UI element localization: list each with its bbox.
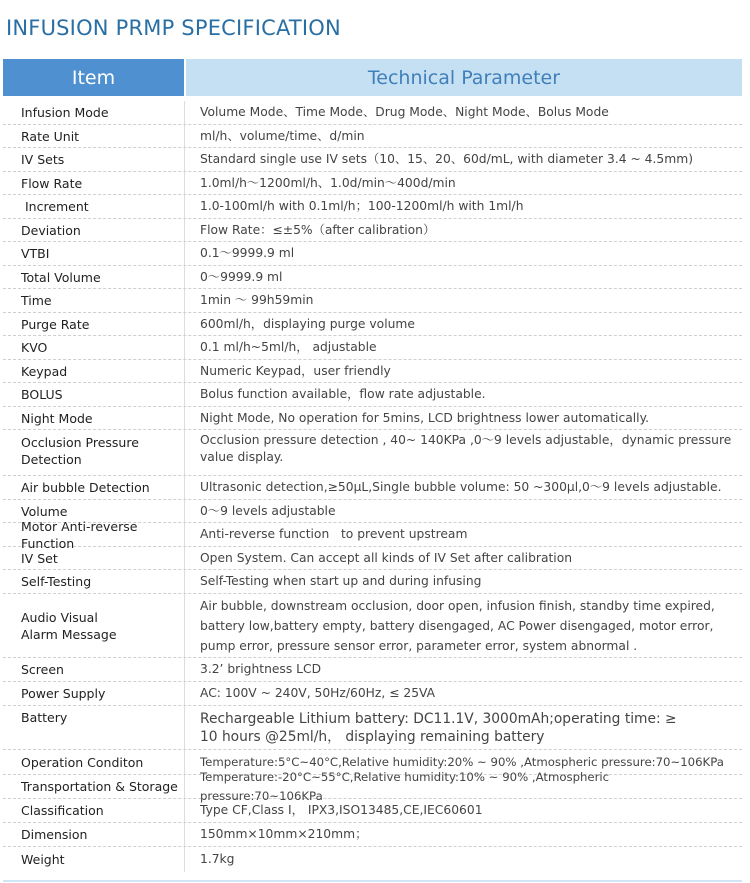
row-value: Self-Testing when start up and during infusing xyxy=(200,574,482,588)
row-item: Motor Anti-reverse Function xyxy=(21,518,138,551)
row-item: Occlusion Pressure Detection xyxy=(21,435,139,467)
row-item: Volume xyxy=(21,503,68,519)
row-item: Battery xyxy=(21,710,68,725)
row-value: Temperature:-20°C~55°C,Relative humidity:10% ~ 90% ,Atmospheric pressure:70~106KPa xyxy=(200,769,610,803)
row-item: Audio Visual Alarm Message xyxy=(21,609,117,642)
table-row xyxy=(3,383,742,407)
table-row xyxy=(3,476,742,500)
row-item: Increment xyxy=(21,199,89,214)
row-item: Time xyxy=(21,293,52,308)
table-row xyxy=(3,101,742,125)
table-row xyxy=(3,172,742,195)
row-value: 1.0ml/h～1200ml/h、1.0d/min～400d/min xyxy=(200,175,456,190)
row-value: 600ml/h，displaying purge volume xyxy=(200,316,415,331)
row-item: Classification xyxy=(21,803,104,818)
row-value: 1min ～ 99h59min xyxy=(200,293,314,307)
row-item: BOLUS xyxy=(21,387,63,402)
table-row xyxy=(3,407,742,430)
table-row xyxy=(3,799,742,823)
row-value: 0～9 levels adjustable xyxy=(200,503,336,518)
row-value: Rechargeable Lithium battery: DC11.1V, 3000mAh;operating time: ≥ 10 hours @25ml/h， displaying remaining battery xyxy=(200,710,677,745)
page-title: INFUSION PRMP SPECIFICATION xyxy=(6,16,341,40)
row-item: Rate Unit xyxy=(21,128,80,144)
row-item: Flow Rate xyxy=(21,175,83,191)
table-row xyxy=(3,658,742,682)
table-row xyxy=(3,289,742,313)
table-row xyxy=(3,594,742,658)
row-value: Temperature:5°C~40°C,Relative humidity:20% ~ 90% ,Atmospheric pressure:70~106KPa xyxy=(200,754,724,769)
row-value: 1.0-100ml/h with 0.1ml/h；100-1200ml/h with 1ml/h xyxy=(200,199,524,213)
row-item: Transportation & Storage xyxy=(21,779,178,794)
row-item: Infusion Mode xyxy=(21,105,109,120)
row-value: Type CF,Class Ⅰ， IPX3,ISO13485,CE,IEC60601 xyxy=(200,803,483,817)
table-row xyxy=(3,266,742,289)
table-row xyxy=(3,148,742,172)
row-item: Night Mode xyxy=(21,410,93,426)
row-value: 0.1～9999.9 ml xyxy=(200,246,295,260)
table-row xyxy=(3,547,742,570)
table-row xyxy=(3,570,742,594)
row-value: Standard single use IV sets（10、15、20、60d/mL, with diameter 3.4 ~ 4.5mm) xyxy=(200,152,693,166)
row-value: Air bubble, downstream occlusion, door open, infusion finish, standby time expired, battery low,battery empty, battery disengaged, AC Power disengaged, motor error, pump error, pressure sensor error, parameter error, system abnormal . xyxy=(200,598,715,653)
row-item: Operation Conditon xyxy=(21,754,144,770)
row-item: KVO xyxy=(21,340,48,355)
row-value: Open System. Can accept all kinds of IV Set after calibration xyxy=(200,550,573,565)
table-row xyxy=(3,125,742,148)
row-item: Weight xyxy=(21,852,65,867)
row-value: Numeric Keypad，user friendly xyxy=(200,363,391,378)
row-item: IV Set xyxy=(21,550,58,566)
table-row xyxy=(3,823,742,847)
table-row xyxy=(3,430,742,476)
row-item: Power Supply xyxy=(21,686,106,701)
row-item: Air bubble Detection xyxy=(21,480,150,495)
row-item: Purge Rate xyxy=(21,316,90,332)
row-value: Volume Mode、Time Mode、Drug Mode、Night Mode、Bolus Mode xyxy=(200,105,609,119)
row-value: 0～9999.9 ml xyxy=(200,269,283,284)
row-value: 150mm×10mm×210mm； xyxy=(200,827,368,841)
row-value: Occlusion pressure detection , 40~ 140KPa ,0～9 levels adjustable，dynamic pressure value display. xyxy=(200,433,732,464)
row-item: Keypad xyxy=(21,363,68,379)
row-item: Total Volume xyxy=(21,269,101,285)
table-header xyxy=(3,59,742,96)
table-row xyxy=(3,360,742,383)
row-value: 3.2’ brightness LCD xyxy=(200,662,322,676)
table-row xyxy=(3,769,742,803)
row-item: Dimension xyxy=(21,827,88,842)
row-value: Bolus function available，flow rate adjustable. xyxy=(200,387,486,401)
row-value: Flow Rate：≤±5%（after calibration） xyxy=(200,222,436,237)
table-row xyxy=(3,706,742,750)
row-value: AC: 100V ~ 240V, 50Hz/60Hz, ≤ 25VA xyxy=(200,686,436,700)
row-value: Ultrasonic detection,≥50μL,Single bubble volume: 50 ~300μl,0～9 levels adjustable. xyxy=(200,480,722,494)
table-row xyxy=(3,242,742,266)
table-row xyxy=(3,336,742,360)
row-item: VTBI xyxy=(21,246,50,261)
row-item: Self-Testing xyxy=(21,574,92,589)
row-value: Night Mode, No operation for 5mins, LCD brightness lower automatically. xyxy=(200,410,650,425)
row-value: 1.7kg xyxy=(200,852,235,866)
table-row xyxy=(3,313,742,336)
row-item: Deviation xyxy=(21,222,81,238)
table-bottom-border xyxy=(3,880,742,882)
table-row xyxy=(3,518,742,551)
row-item: IV Sets xyxy=(21,152,65,167)
table-row xyxy=(3,219,742,242)
row-value: ml/h、volume/time、d/min xyxy=(200,128,365,143)
spec-table xyxy=(3,101,742,872)
table-row xyxy=(3,847,742,872)
table-row xyxy=(3,682,742,706)
header-technical-parameter: Technical Parameter xyxy=(186,59,742,96)
row-value: 0.1 ml/h~5ml/h， adjustable xyxy=(200,340,377,354)
row-item: Screen xyxy=(21,662,64,677)
header-item: Item xyxy=(3,59,184,96)
row-value: Anti-reverse function to prevent upstream xyxy=(200,527,468,541)
table-row xyxy=(3,195,742,219)
